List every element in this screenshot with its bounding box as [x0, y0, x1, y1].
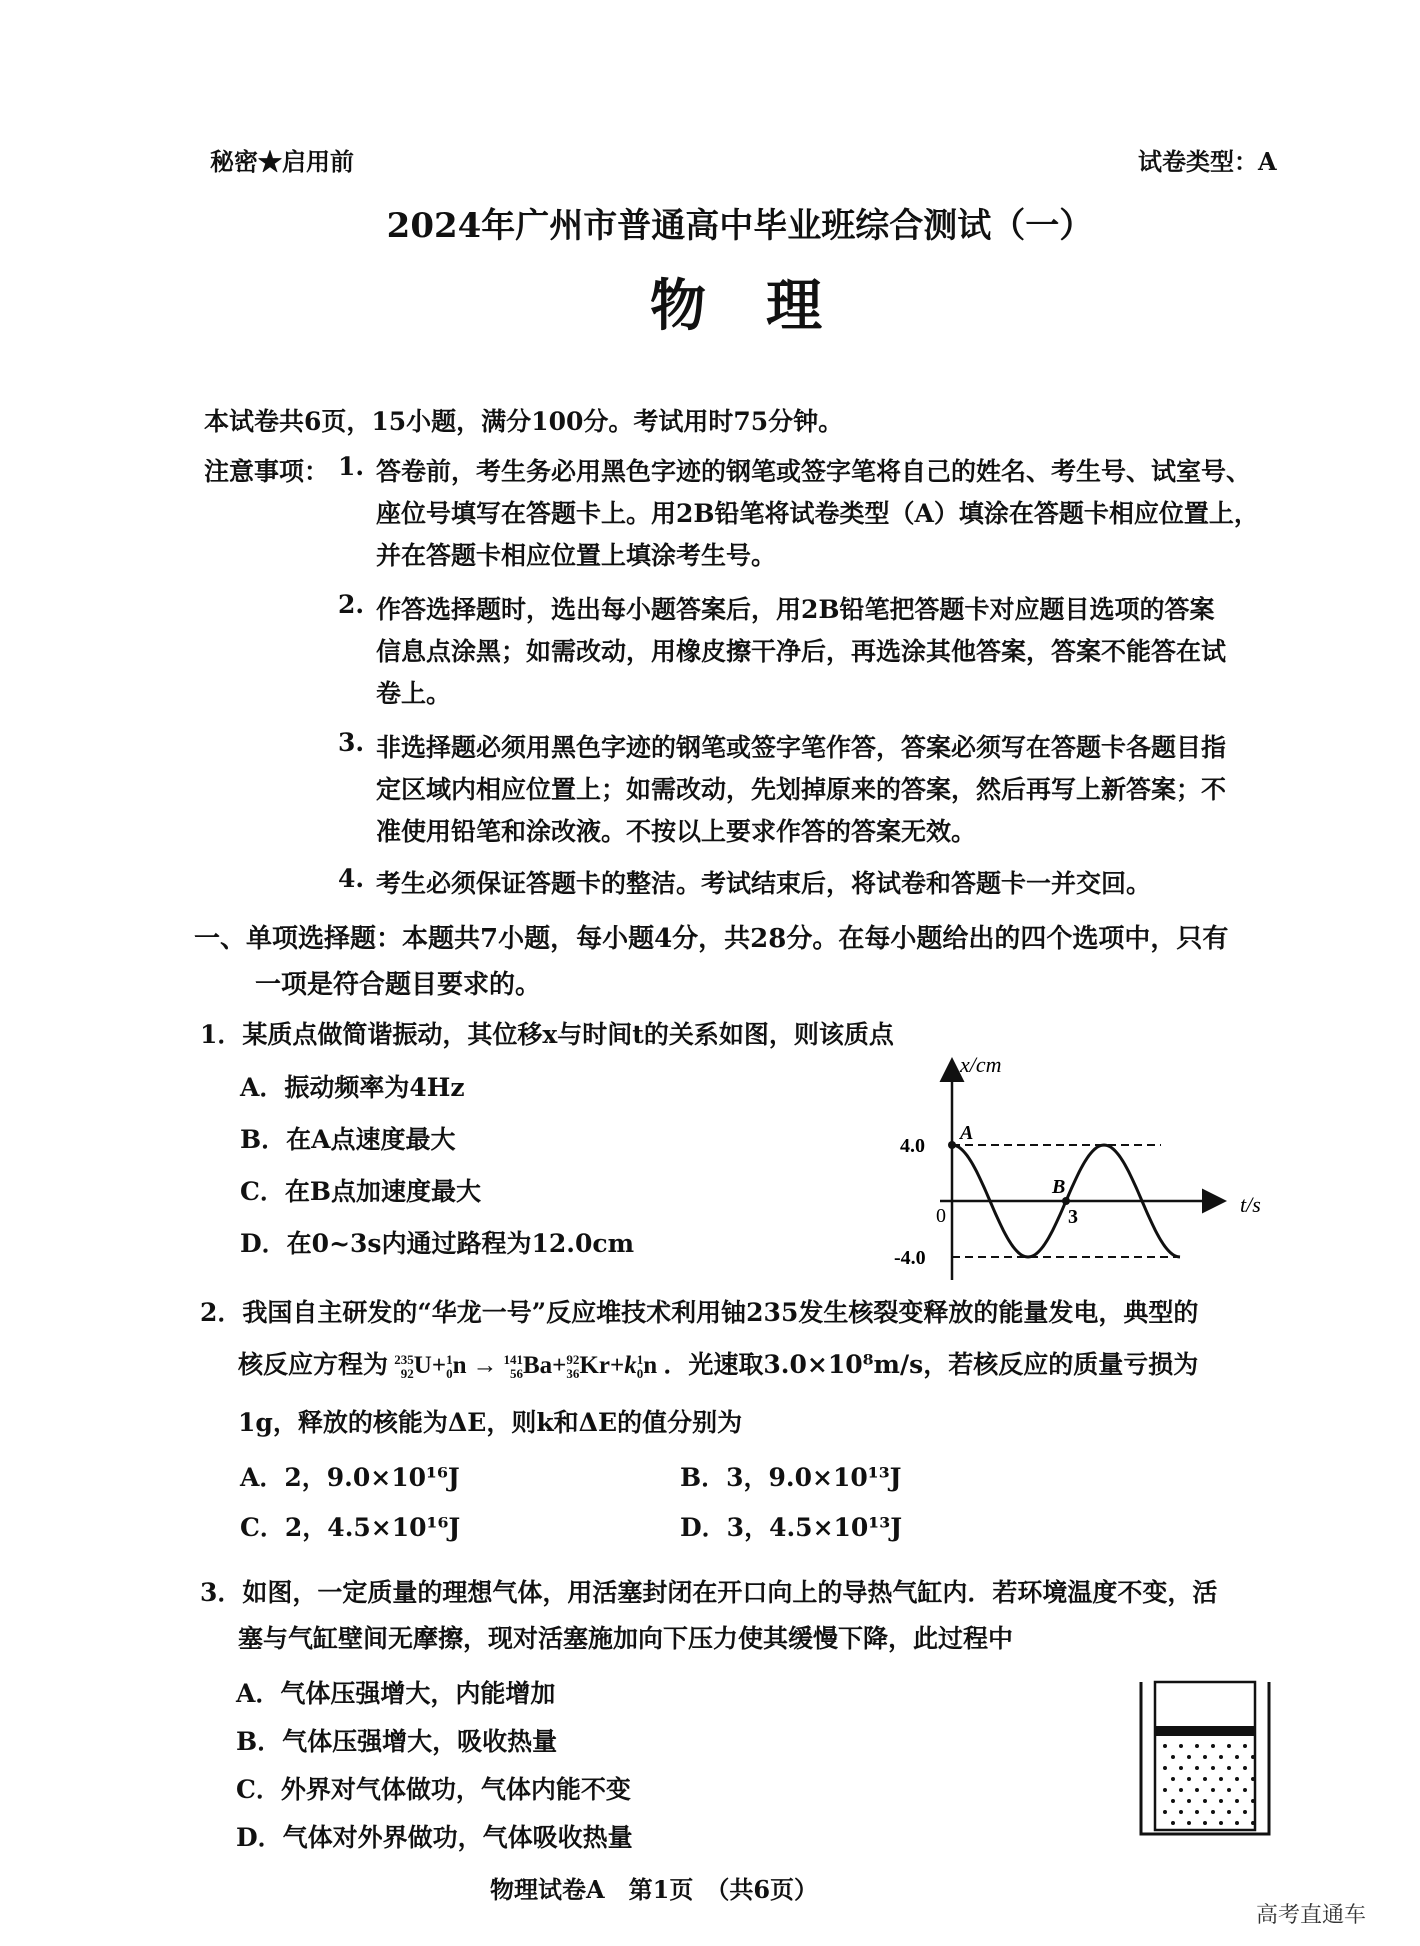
gas-particle — [1219, 1799, 1223, 1803]
piston — [1155, 1726, 1255, 1736]
gas-particle — [1251, 1777, 1255, 1781]
gas-particle — [1195, 1744, 1199, 1748]
nuclear-equation: 235 92 U+ 1 0 n → 141 56 Ba+ 92 36 Kr+k 1 0 n — [394, 1352, 658, 1382]
ba-atomic-number: 56 — [509, 1366, 523, 1382]
gas-particle — [1235, 1777, 1239, 1781]
gas-particle — [1219, 1755, 1223, 1759]
q3-option-b: B．气体压强增大，吸收热量 — [236, 1727, 558, 1756]
k-coefficient: k — [624, 1352, 637, 1379]
gas-particle — [1211, 1744, 1215, 1748]
n2-atomic-number: 0 — [636, 1366, 644, 1382]
q2-option-d: D．3，4.5×10¹³J — [680, 1513, 903, 1542]
origin-label: 0 — [936, 1205, 946, 1227]
y-tick-negative: -4.0 — [894, 1247, 926, 1269]
gas-particle — [1203, 1821, 1207, 1825]
gas-particle — [1203, 1799, 1207, 1803]
notice-4-num: 4. — [338, 864, 365, 893]
paper-type-label: 试卷类型：A — [1138, 147, 1277, 176]
gas-particle — [1195, 1788, 1199, 1792]
ba-mass-number: 141 — [503, 1352, 523, 1368]
q2-option-b: B．3，9.0×10¹³J — [680, 1463, 902, 1492]
notice-1-line-3: 并在答题卡相应位置上填涂考生号。 — [376, 541, 777, 570]
gas-particle — [1219, 1821, 1223, 1825]
point-a-label: A — [960, 1122, 974, 1144]
gas-particle — [1163, 1744, 1167, 1748]
u-symbol: U — [413, 1352, 432, 1379]
gas-particle — [1227, 1788, 1231, 1792]
n2-mass-number: 1 — [636, 1352, 644, 1368]
gas-particle — [1187, 1799, 1191, 1803]
gas-cylinder-diagram — [1135, 1680, 1275, 1840]
q3-stem-line-2: 塞与气缸壁间无摩擦，现对活塞施加向下压力使其缓慢下降，此过程中 — [238, 1624, 1014, 1653]
gas-particle — [1203, 1777, 1207, 1781]
kr-atomic-number: 36 — [566, 1366, 580, 1382]
n-symbol: n — [452, 1352, 467, 1379]
q1-option-b: B．在A点速度最大 — [240, 1125, 456, 1154]
notice-3-line-1: 非选择题必须用黑色字迹的钢笔或签字笔作答，答案必须写在答题卡各题目指 — [376, 733, 1227, 762]
gas-particle — [1219, 1777, 1223, 1781]
point-b-marker — [1062, 1197, 1070, 1205]
reaction-arrow: → — [472, 1352, 498, 1379]
gas-particle — [1227, 1810, 1231, 1814]
gas-particle — [1171, 1799, 1175, 1803]
gas-particle — [1243, 1810, 1247, 1814]
q2-option-c: C．2，4.5×10¹⁶J — [240, 1513, 461, 1542]
y-tick-positive: 4.0 — [900, 1135, 925, 1157]
gas-particle — [1171, 1821, 1175, 1825]
gas-particle — [1171, 1755, 1175, 1759]
u-mass-number: 235 — [394, 1352, 414, 1368]
q3-stem-line-1: 3．如图，一定质量的理想气体，用活塞封闭在开口向上的导热气缸内．若环境温度不变，活 — [200, 1578, 1218, 1607]
gas-particle — [1251, 1799, 1255, 1803]
gas-particle — [1187, 1821, 1191, 1825]
q1-option-a: A．振动频率为4Hz — [240, 1073, 465, 1102]
q1-displacement-graph — [894, 1050, 1280, 1290]
gas-particle — [1171, 1777, 1175, 1781]
watermark: 高考直通车 — [1256, 1903, 1367, 1928]
gas-particle — [1163, 1810, 1167, 1814]
exam-intro: 本试卷共6页，15小题，满分100分。考试用时75分钟。 — [204, 407, 844, 436]
point-b-label: B — [1052, 1176, 1066, 1198]
gas-particle — [1227, 1766, 1231, 1770]
notice-2-line-2: 信息点涂黑；如需改动，用橡皮擦干净后，再选涂其他答案，答案不能答在试 — [376, 637, 1227, 666]
notice-2-line-1: 作答选择题时，选出每小题答案后，用2B铅笔把答题卡对应题目选项的答案 — [376, 595, 1215, 624]
gas-particle — [1195, 1810, 1199, 1814]
gas-particle — [1211, 1788, 1215, 1792]
gas-particle — [1187, 1755, 1191, 1759]
gas-particle — [1251, 1755, 1255, 1759]
q2-stem-line-2 — [238, 1350, 1198, 1381]
q2-stem-line-3: 1g，释放的核能为ΔE，则k和ΔE的值分别为 — [238, 1408, 743, 1437]
kr-symbol: Kr — [579, 1352, 610, 1379]
gas-particle — [1179, 1766, 1183, 1770]
point-a-marker — [948, 1141, 956, 1149]
gas-particle — [1251, 1821, 1255, 1825]
y-axis-label: x/cm — [960, 1052, 1002, 1077]
q2-equation-prefix: 核反应方程为 — [238, 1350, 389, 1379]
gas-particle — [1227, 1744, 1231, 1748]
gas-particle — [1179, 1788, 1183, 1792]
notice-1-line-2: 座位号填写在答题卡上。用2B铅笔将试卷类型（A）填涂在答题卡相应位置上， — [376, 499, 1259, 528]
gas-particle — [1211, 1810, 1215, 1814]
gas-particle — [1179, 1810, 1183, 1814]
n2-symbol: n — [643, 1352, 658, 1379]
notice-1-num: 1. — [338, 452, 365, 481]
notice-1-line-1: 答卷前，考生务必用黑色字迹的钢笔或签字笔将自己的姓名、考生号、试室号、 — [376, 457, 1252, 486]
q2-stem-line-1: 2．我国自主研发的“华龙一号”反应堆技术利用铀235发生核裂变释放的能量发电，典型的 — [200, 1298, 1199, 1327]
confidential-label: 秘密★启用前 — [210, 147, 354, 176]
gas-particle — [1235, 1799, 1239, 1803]
notice-3-line-3: 准使用铅笔和涂改液。不按以上要求作答的答案无效。 — [376, 817, 977, 846]
gas-particle — [1187, 1777, 1191, 1781]
subject-title: 物理 — [650, 273, 882, 339]
exam-title: 2024年广州市普通高中毕业班综合测试（一） — [386, 206, 1094, 246]
notice-3-num: 3. — [338, 728, 365, 757]
gas-particle — [1235, 1755, 1239, 1759]
section-1-heading-cont: 一项是符合题目要求的。 — [255, 970, 542, 1000]
x-tick-3: 3 — [1068, 1206, 1078, 1228]
x-axis-label: t/s — [1240, 1192, 1261, 1217]
q1-option-d: D．在0~3s内通过路程为12.0cm — [240, 1229, 635, 1258]
gas-particle — [1195, 1766, 1199, 1770]
notice-2-line-3: 卷上。 — [376, 679, 452, 708]
gas-particle — [1163, 1788, 1167, 1792]
gas-particle — [1163, 1766, 1167, 1770]
page-footer: 物理试卷A 第1页 （共6页） — [490, 1875, 819, 1904]
notice-4-line-1: 考生必须保证答题卡的整洁。考试结束后，将试卷和答题卡一并交回。 — [376, 869, 1152, 898]
q2-equation-suffix: ．光速取3.0×10⁸m/s，若核反应的质量亏损为 — [663, 1350, 1199, 1379]
q1-option-c: C．在B点加速度最大 — [240, 1177, 482, 1206]
gas-particle — [1243, 1766, 1247, 1770]
gas-particle — [1203, 1755, 1207, 1759]
q2-option-a: A．2，9.0×10¹⁶J — [240, 1463, 460, 1492]
q3-option-d: D．气体对外界做功，气体吸收热量 — [236, 1823, 633, 1852]
q3-option-a: A．气体压强增大，内能增加 — [236, 1679, 556, 1708]
n-atomic-number: 0 — [446, 1366, 453, 1382]
notice-3-line-2: 定区域内相应位置上；如需改动，先划掉原来的答案，然后再写上新答案；不 — [376, 775, 1227, 804]
q1-stem: 1．某质点做简谐振动，其位移x与时间t的关系如图，则该质点 — [200, 1020, 894, 1049]
gas-particle — [1235, 1821, 1239, 1825]
gas-particle — [1179, 1744, 1183, 1748]
q3-option-c: C．外界对气体做功，气体内能不变 — [236, 1775, 631, 1804]
gas-particle — [1211, 1766, 1215, 1770]
section-1-heading: 一、单项选择题：本题共7小题，每小题4分，共28分。在每小题给出的四个选项中，只有 — [194, 924, 1229, 954]
kr-mass-number: 92 — [566, 1352, 580, 1368]
gas-particle — [1243, 1788, 1247, 1792]
u-atomic-number: 92 — [400, 1366, 414, 1382]
n-mass-number: 1 — [446, 1352, 453, 1368]
notice-label: 注意事项： — [204, 457, 330, 486]
gas-particle — [1243, 1744, 1247, 1748]
notice-2-num: 2. — [338, 590, 365, 619]
ba-symbol: Ba — [522, 1352, 553, 1379]
gas-particles — [1163, 1744, 1255, 1825]
